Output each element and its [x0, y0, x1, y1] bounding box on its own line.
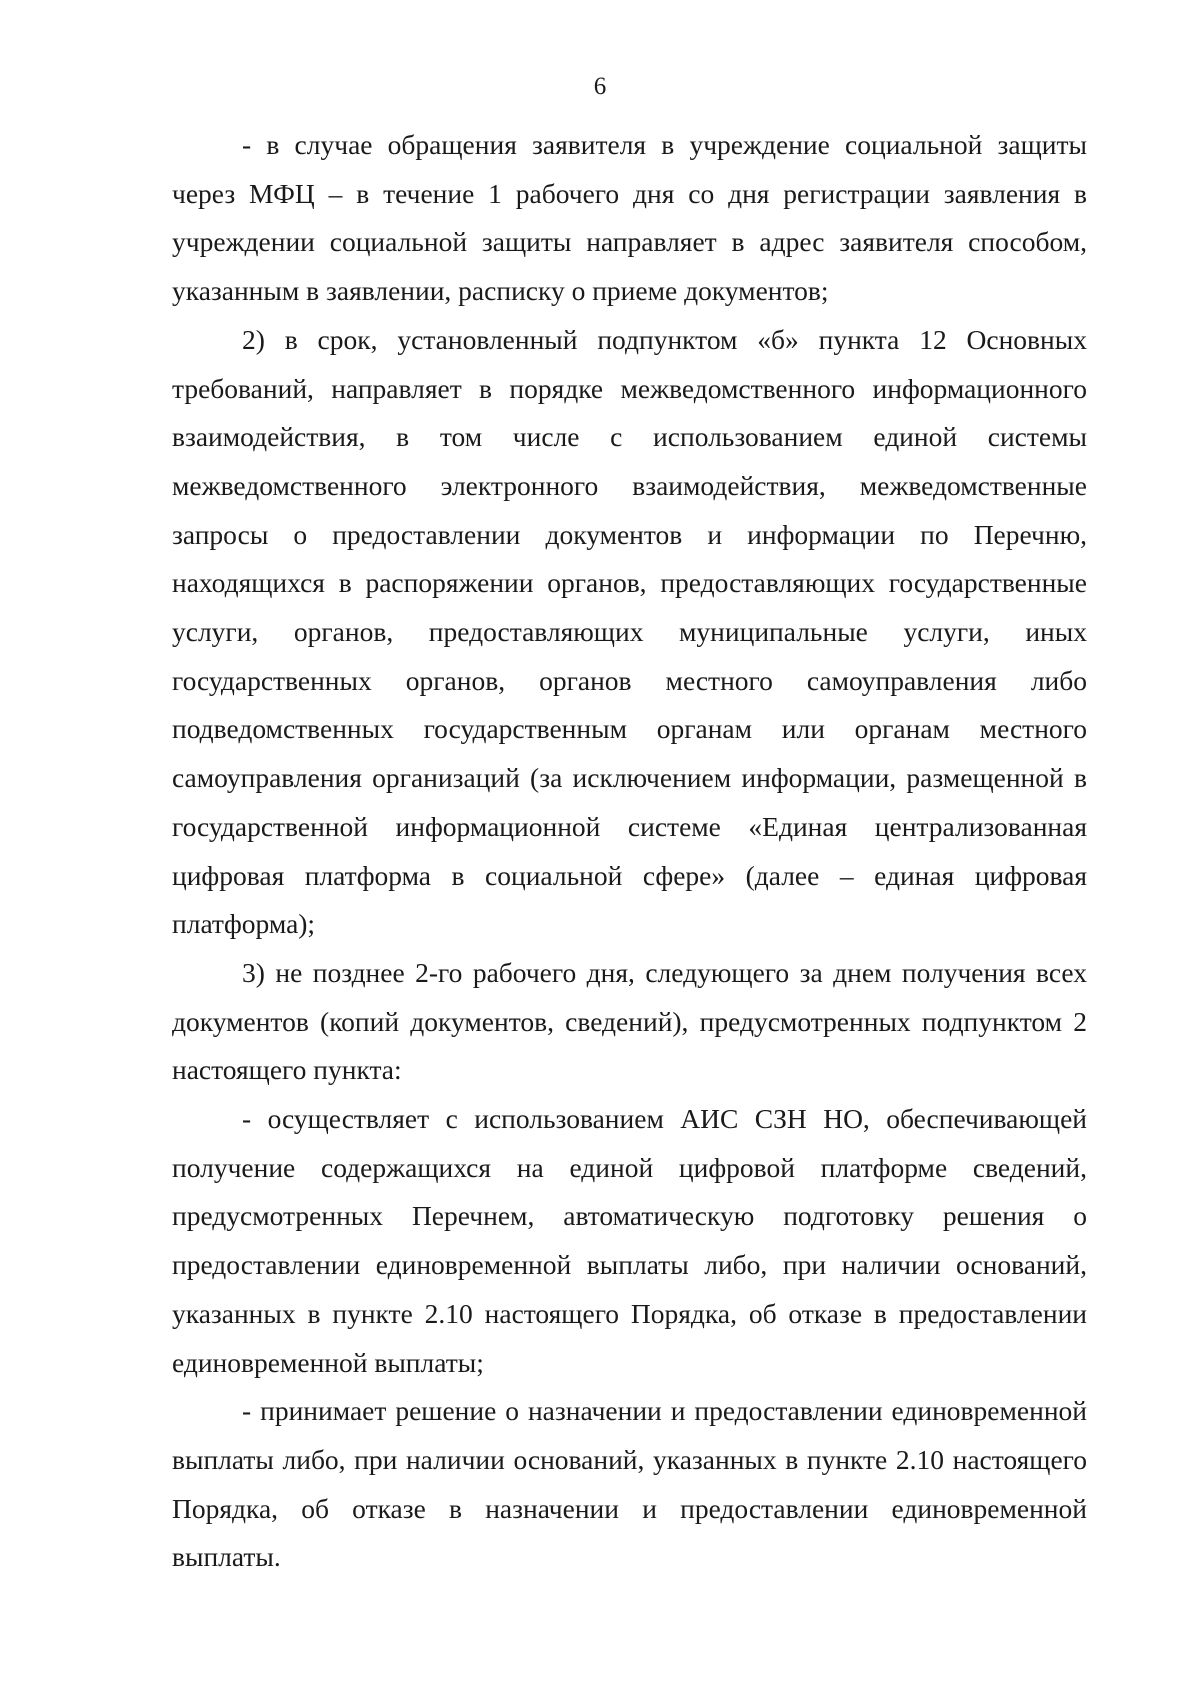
document-body [172, 121, 1087, 1582]
paragraph-receipt-notice: - в случае обращения заявителя в учреждение социальной защиты через МФЦ – в течение 1 рабочего дня со дня регистрации заявления в учреждении социальной защиты направляет в адрес заявителя способом, указанным в заявлении, расписку о приеме документов; [172, 129, 1087, 307]
paragraph-automatic-preparation: - осуществляет с использованием АИС СЗН НО, обеспечивающей получение содержащихся на единой цифровой платформе сведений, предусмотренных Перечнем, автоматическую подготовку решения о предоставлении единовременной выплаты либо, при наличии оснований, указанных в пункте 2.10 настоящего Порядка, об отказе в предоставлении единовременной выплаты; [172, 1103, 1087, 1378]
page-number: 6 [593, 73, 607, 100]
paragraph-decision: - принимает решение о назначении и предоставлении единовременной выплаты либо, при наличии оснований, указанных в пункте 2.10 настоящего Порядка, об отказе в назначении и предоставлении единовременной выплаты. [172, 1395, 1087, 1573]
paragraph-deadline: 3) не позднее 2-го рабочего дня, следующего за днем получения всех документов (копий документов, сведений), предусмотренных подпунктом 2 настоящего пункта: [172, 956, 1087, 1086]
paragraph-interagency-requests: 2) в срок, установленный подпунктом «б» пункта 12 Основных требований, направляет в порядке межведомственного информационного взаимодействия, в том числе с использованием единой системы межведомственного электронного взаимодействия, межведомственные запросы о предоставлении документов и информации по Перечню, находящихся в распоряжении органов, предоставляющих государственные услуги, органов, предоставляющих муниципальные услуги, иных государственных органов, органов местного самоуправления либо подведомственных государственным органам или органам местного самоуправления организаций (за исключением информации, размещенной в государственной информационной системе «Единая централизованная цифровая платформа в социальной сфере» (далее – единая цифровая платформа); [172, 323, 1087, 940]
